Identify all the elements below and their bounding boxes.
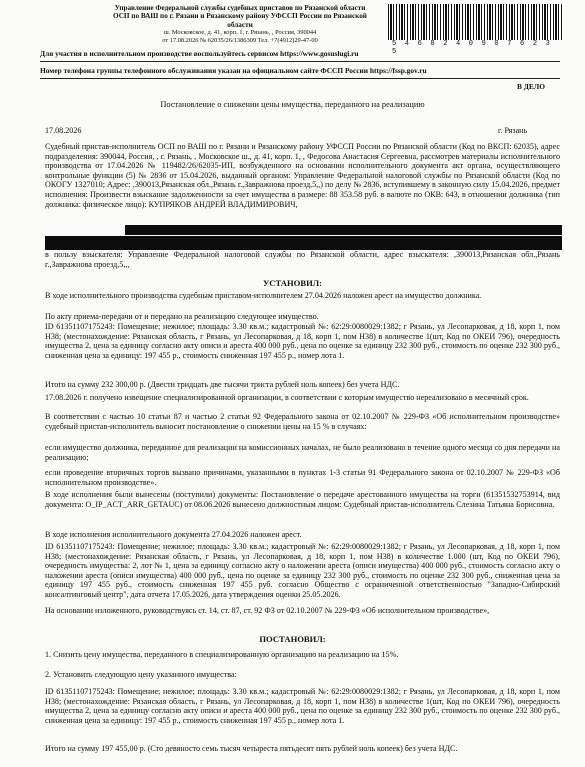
- document-title: Постановление о снижении цены имущества, переданного на реализацию: [160, 100, 425, 109]
- phone-line: Номер телефона группы телефонного обслуживания указан на официальном сайте ФССП России https://fssp.gov.ru: [40, 66, 427, 75]
- paragraph-basis: На основании изложенного, руководствуясь ст. 14, ст. 87, ст. 92 ФЗ от 02.10.2007 № 229-ФЗ «Об исполнительном производстве»,: [45, 606, 490, 615]
- paragraph-law: В соответствии с частью 10 статьи 87 и частью 2 статьи 92 Федерального закона от 02.10.2007 № 229-ФЗ «Об исполнительном производстве» судебный пристав-исполнитель выносит постановление о снижении цены на 15 % в случаях:: [45, 412, 560, 431]
- barcode-number: 5 4 6 8 2 4 0 9 0 7 6 2 3 5: [392, 40, 553, 56]
- header-divider-2: [40, 78, 560, 79]
- heading-resolved: ПОСТАНОВИЛ:: [259, 634, 326, 644]
- paragraph-if-unsold: если имущество должника, переданное для реализации на комиссионных началах, не было реализовано в течение одного месяца со дня передачи на реализацию;: [45, 443, 560, 462]
- resolution-item: ID 61351107175243: Помещение; нежилое; площадь: 3.30 кв.м.; кадастровый №: 62:29:0080029:1382; г Рязань, ул Лесопарковая, д 18, корп 1, пом Н38; (местонахождение: Рязанская область, г Рязань, ул Лесопарковая, д 18, корп 1, пом Н38) в количестве 1(шт, Код по ОКЕИ 796), очередность имущества 2, цена за единицу согласно акту описи и ареста 400 000 руб., цена по оценке за единицу 232 300 руб., стоимость по оценке 232 300 руб., сниженная цена за единицу: 197 455 р., стоимость сниженная 197 455 р., номер лота 1.: [45, 687, 560, 725]
- header-divider-1: [40, 61, 560, 62]
- paragraph-2: По акту приема-передачи от и передано на реализацию следующее имущество.: [45, 312, 319, 321]
- paragraph-1: В ходе исполнительного производства судебным приставом-исполнителем 27.04.2026 наложен арест на имущество должника.: [45, 291, 482, 300]
- header-org-line-1: Управление Федеральной службы судебных приставов по Рязанской области: [114, 4, 366, 12]
- resolution-point-1: 1. Снизить цену имущества, переданного в специализированную организацию на реализацию на 15%.: [45, 650, 399, 659]
- paragraph-item-2: ID 61351107175243: Помещение; нежилое; площадь: 3.30 кв.м.; кадастровый №: 62:29:0080029:1382; г Рязань, ул Лесопарковая, д 18, корп 1, пом Н38; (местонахождение: Рязанская область, г Рязань, ул Лесопарковая, д 18, корп 1, пом Н38) в количестве 1.000 (шт, Код по ОКЕИ 796), очередность имущества: 2, лот № 1, цена за единицу согласно акту о наложении ареста (описи имущества) 400 000 руб., стоимость согласно акту о наложении ареста (описи имущества) 400 000 руб., цена по оценке за единицу 232 300 руб., стоимость по оценке 232 300 руб., сниженная цена за единицу 197 455 руб., стоимость сниженная 197 455 руб. согласно Общество с ограниченной ответственностью "Западно-Сибирский консалтинговый центр", дата отчета 17.05.2026, дата утверждения оценки 25.05.2026.: [45, 542, 560, 599]
- document-city: г. Рязань: [498, 126, 528, 135]
- v-delo-mark: В ДЕЛО: [517, 82, 545, 91]
- paragraph-claimant: в пользу взыскателя: Управление Федеральной налоговой службы по Рязанской области, адрес взыскателя: ,390013,Рязанская обл.,Рязань г.,Завражнова проезд,5,,,: [45, 250, 560, 269]
- paragraph-item-1: ID 61351107175243: Помещение; нежилое; площадь: 3.30 кв.м.; кадастровый №: 62:29:0080029:1382; г Рязань, ул Лесопарковая, д 18, корп 1, пом Н38; (местонахождение: Рязанская область, г Рязань, ул Лесопарковая, д 18, корп 1, пом Н38) в количестве 1(шт, Код по ОКЕИ 796), очередность имущества 2, цена за единицу согласно акту описи и ареста 400 000 руб., цена по оценке за единицу 232 300 руб., стоимость по оценке 232 300 руб., сниженная цена за единицу: 197 455 р., стоимость сниженная 197 455 р., номер лота 1.: [45, 322, 560, 360]
- paragraph-docs: В ходе исполнения были вынесены (поступили) документы: Постановление о передаче арестованного имущества на торги (61351532753914, вид документа: O_IP_ACT_ARR_GETAUC) от 08.06.2026 вынесено должностным лицом: Судебный пристав-исполнитель Слезина Татьяна Борисовна.: [45, 490, 560, 509]
- paragraph-repeat: если проведение вторичных торгов вызвано причинами, указанными в пунктах 1-3 статьи 91 Федерального закона от 02.10.2007 № 229-ФЗ «Об исполнительном производстве».: [45, 468, 560, 487]
- document-date: 17.08.2026: [45, 126, 82, 135]
- heading-established: УСТАНОВИЛ:: [262, 278, 323, 288]
- redaction-box-2: [45, 236, 562, 250]
- header-block: [40, 4, 440, 44]
- redaction-box-1: [125, 225, 562, 235]
- header-address: ш. Московское, д. 41, корп. 1, г. Рязань, , Россия, 390044: [163, 29, 317, 37]
- paragraph-arrest: В ходе исполнения исполнительного документа 27.04.2026 наложен арест.: [45, 530, 302, 539]
- paragraph-notice: 17.08.2026 г. получено извещение специализированной организации, в соответствии с которым имущество нереализовано в месячный срок.: [45, 393, 529, 402]
- paragraph-intro: Судебный пристав-исполнитель ОСП по ВАШ по г. Рязани и Рязанскому району УФССП России по Рязанской области (Код по ВКСП: 62035), адрес подразделения: 390044, Россия, , г. Рязань, , Московское ш., д. 41, корп. 1, , Федосова Анастасия Сергеевна, рассмотрев материалы исполнительного производства от 17.04.2026 № 119482/26/62035-ИП, возбужденного на основании исполнительного документа акт органа, осуществляющего контрольные функции (5) № 2836 от 15.04.2026, выданный органом: Управление Федеральной налоговой службы по Рязанской области (Код по ОКОГУ 1327010; Адрес: ,390013,Рязанская обл.,Рязань г.,Завражнова проезд,5,,) по делу № 2836, вступившему в законную силу 15.04.2026, предмет исполнения: Произвести взыскание задолженности за счет имущества в размере: 88 353.58 руб. в валюте по ОКВ: 643, в отношении должника (тип должника: физическое лицо): КУПРЯКОВ АНДРЕЙ ВЛАДИМИРОВИЧ,: [45, 142, 560, 209]
- header-org-line-2: ОСП по ВАШ по г. Рязани и Рязанскому району УФССП России по Рязанской: [113, 12, 367, 21]
- gosuslugi-line: Для участия в исполнительном производстве воспользуйтесь сервисом https://www.gosuslugi.ru: [40, 49, 359, 58]
- paragraph-total-1: Итого на сумму 232 300,00 р. (Двести тридцать две тысячи триста рублей ноль копеек) без учета НДС.: [45, 380, 400, 389]
- barcode-image: [388, 4, 564, 40]
- resolution-total: Итого на сумму 197 455,00 р. (Сто девяносто семь тысяч четыреста пятьдесят пять рублей ноль копеек) без учета НДС.: [45, 744, 458, 753]
- resolution-point-2: 2. Установить следующую цену указанного имущества:: [45, 670, 237, 679]
- header-contacts: от 17.08.2026 № 62035/26/1386309 Тел. +7(4912)29-47-00: [162, 36, 318, 44]
- header-org-line-3: области: [227, 20, 253, 29]
